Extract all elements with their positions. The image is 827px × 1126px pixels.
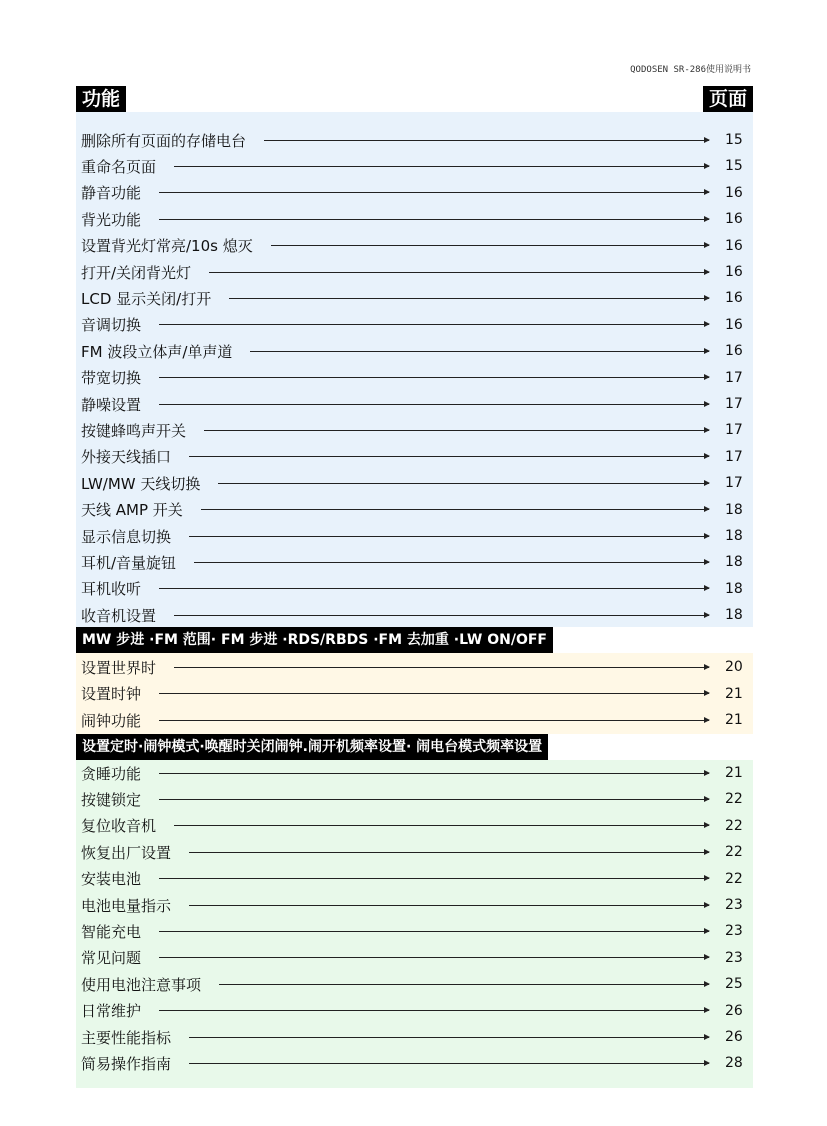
toc-entry[interactable] [76,365,753,391]
leader-arrow-icon [204,430,709,431]
toc-entry-label: 外接天线插口 [81,448,172,467]
toc-entry[interactable] [76,206,753,232]
toc-entry[interactable] [76,180,753,206]
leader-arrow-icon [189,536,709,537]
toc-entry-page-number: 21 [725,712,743,728]
toc-entry-page-number: 15 [725,132,743,148]
toc-entry[interactable] [76,549,753,575]
leader-arrow-icon [159,957,709,958]
toc-section-clock [76,653,753,734]
leader-arrow-icon [174,166,709,167]
toc-entry-page-number: 16 [725,237,743,254]
leader-arrow-icon [159,1010,709,1011]
toc-entry-page-number: 18 [725,580,743,597]
leader-arrow-icon [159,878,709,879]
toc-entry-page-number: 22 [725,844,743,861]
section-banner-radio-settings: MW 步进 ·FM 范围· FM 步进 ·RDS/RBDS ·FM 去加重 ·LW ON/OFF [76,627,553,653]
toc-entry-page-number: 16 [725,264,743,280]
toc-entry-page-number: 17 [725,369,743,386]
function-heading: 功能 [76,86,126,112]
toc-entry-label: 主要性能指标 [81,1028,172,1047]
leader-arrow-icon [159,588,709,589]
toc-entry[interactable] [76,839,753,865]
toc-entry-page-number: 22 [725,817,743,834]
toc-entry[interactable] [76,892,753,918]
toc-entry-page-number: 15 [725,158,743,175]
toc-entry-page-number: 21 [725,685,743,702]
leader-arrow-icon [219,984,709,985]
toc-entry[interactable] [76,312,753,338]
toc-entry-page-number: 17 [725,396,743,412]
toc-entry-label: 闹钟功能 [81,711,142,730]
leader-arrow-icon [159,720,709,721]
toc-entry-page-number: 16 [725,343,743,360]
toc-entry-page-number: 18 [725,501,743,518]
leader-arrow-icon [264,140,709,141]
toc-entry[interactable] [76,681,753,707]
leader-arrow-icon [159,404,709,405]
toc-entry-label: 静噪设置 [81,395,142,414]
toc-entry[interactable] [76,285,753,311]
toc-entry-label: 删除所有页面的存储电台 [81,131,247,150]
toc-entry-label: 使用电池注意事项 [81,975,202,994]
toc-entry-page-number: 17 [725,422,743,439]
toc-entry-label: 显示信息切换 [81,527,172,546]
toc-entry[interactable] [76,998,753,1024]
toc-entry-page-number: 23 [725,949,743,966]
toc-entry[interactable] [76,813,753,839]
leader-arrow-icon [159,219,709,220]
toc-entry[interactable] [76,127,753,153]
toc-entry-label: 带宽切换 [81,369,142,388]
section-banner-alarm-settings: 设置定时·闹钟模式·唤醒时关闭闹钟.闹开机频率设置· 闹电台模式频率设置 [76,734,548,760]
toc-entry[interactable] [76,971,753,997]
leader-arrow-icon [229,298,709,299]
toc-entry[interactable] [76,760,753,786]
toc-entry-label: 设置背光灯常亮/10s 熄灭 [81,237,253,256]
leader-arrow-icon [250,351,709,352]
toc-entry-page-number: 16 [725,184,743,201]
toc-entry-label: 常见问题 [81,949,142,968]
toc-entry-label: 日常维护 [81,1002,142,1021]
toc-entry-page-number: 26 [725,1002,743,1019]
toc-entry-page-number: 16 [725,290,743,307]
toc-entry-label: FM 波段立体声/单声道 [81,342,233,361]
toc-head-row [76,86,753,112]
leader-arrow-icon [159,192,709,193]
toc-section-basic-functions [76,112,753,627]
leader-arrow-icon [189,852,709,853]
toc-entry[interactable] [76,233,753,259]
document-header: QODOSEN SR-286使用说明书 [630,65,751,75]
toc-entry[interactable] [76,444,753,470]
toc-entry[interactable] [76,918,753,944]
toc-entry-page-number: 16 [725,316,743,333]
toc-entry-page-number: 23 [725,923,743,940]
toc-entry-page-number: 16 [725,211,743,228]
toc-entry[interactable] [76,497,753,523]
leader-arrow-icon [189,1037,709,1038]
toc-entry-page-number: 18 [725,554,743,571]
leader-arrow-icon [189,456,709,457]
toc-entry-label: 耳机收听 [81,580,142,599]
toc-entry-page-number: 18 [725,607,743,624]
toc-entry[interactable] [76,470,753,496]
leader-arrow-icon [174,615,709,616]
toc-entry-page-number: 22 [725,870,743,887]
leader-arrow-icon [189,905,709,906]
toc-entry-page-number: 25 [725,976,743,993]
toc-entry[interactable] [76,1024,753,1050]
toc-entry[interactable] [76,866,753,892]
toc-entry[interactable] [76,945,753,971]
toc-entry-label: 安装电池 [81,870,142,889]
leader-arrow-icon [159,324,709,325]
leader-arrow-icon [174,825,709,826]
toc-entry[interactable] [76,786,753,812]
toc-entry[interactable] [76,259,753,285]
toc-entry-page-number: 17 [725,475,743,492]
toc-entry-label: 贪睡功能 [81,764,142,783]
toc-entry-label: 设置世界时 [81,658,157,677]
toc-entry-label: 静音功能 [81,184,142,203]
toc-entry[interactable] [76,391,753,417]
toc-entry[interactable] [76,707,753,733]
toc-section-misc [76,760,753,1088]
toc-entry-label: 智能充电 [81,922,142,941]
toc-entry-page-number: 22 [725,791,743,808]
toc-entry[interactable] [76,654,753,680]
toc-entry-page-number: 28 [725,1055,743,1072]
leader-arrow-icon [159,799,709,800]
page-heading: 页面 [703,86,753,112]
toc-entry-page-number: 21 [725,765,743,781]
leader-arrow-icon [218,483,709,484]
toc-entry-page-number: 26 [725,1029,743,1045]
toc-entry-label: 耳机/音量旋钮 [81,553,177,572]
toc-entry[interactable] [76,338,753,364]
toc-entry-label: 恢复出厂设置 [81,843,172,862]
toc-entry[interactable] [76,417,753,443]
leader-arrow-icon [201,509,709,510]
toc-entry[interactable] [76,523,753,549]
toc-entry-page-number: 20 [725,659,743,675]
toc-entry[interactable] [76,1050,753,1076]
toc-entry-label: 音调切换 [81,316,142,335]
toc-entry-label: 复位收音机 [81,817,157,836]
toc-entry[interactable] [76,602,753,628]
toc-entry-label: 按键锁定 [81,790,142,809]
toc-entry[interactable] [76,576,753,602]
toc-entry-label: 重命名页面 [81,157,157,176]
toc-entry-label: 简易操作指南 [81,1054,172,1073]
toc-entry-page-number: 23 [725,897,743,913]
leader-arrow-icon [189,1063,709,1064]
toc-entry-label: 按键蜂鸣声开关 [81,421,187,440]
toc-entry[interactable] [76,153,753,179]
leader-arrow-icon [159,693,709,694]
leader-arrow-icon [159,773,709,774]
leader-arrow-icon [194,562,709,563]
leader-arrow-icon [159,931,709,932]
toc-entry-label: 打开/关闭背光灯 [81,263,192,282]
leader-arrow-icon [209,272,709,273]
toc-entry-label: 背光功能 [81,210,142,229]
leader-arrow-icon [159,377,709,378]
leader-arrow-icon [271,245,709,246]
toc-entry-label: 设置时钟 [81,685,142,703]
toc-entry-label: 电池电量指示 [81,896,172,915]
toc-entry-page-number: 17 [725,448,743,465]
toc-entry-label: LW/MW 天线切换 [81,474,201,493]
toc-entry-label: 天线 AMP 开关 [81,501,183,520]
toc-entry-label: 收音机设置 [81,606,157,625]
toc-entry-label: LCD 显示关闭/打开 [81,289,212,308]
leader-arrow-icon [174,667,709,668]
toc-entry-page-number: 18 [725,528,743,544]
